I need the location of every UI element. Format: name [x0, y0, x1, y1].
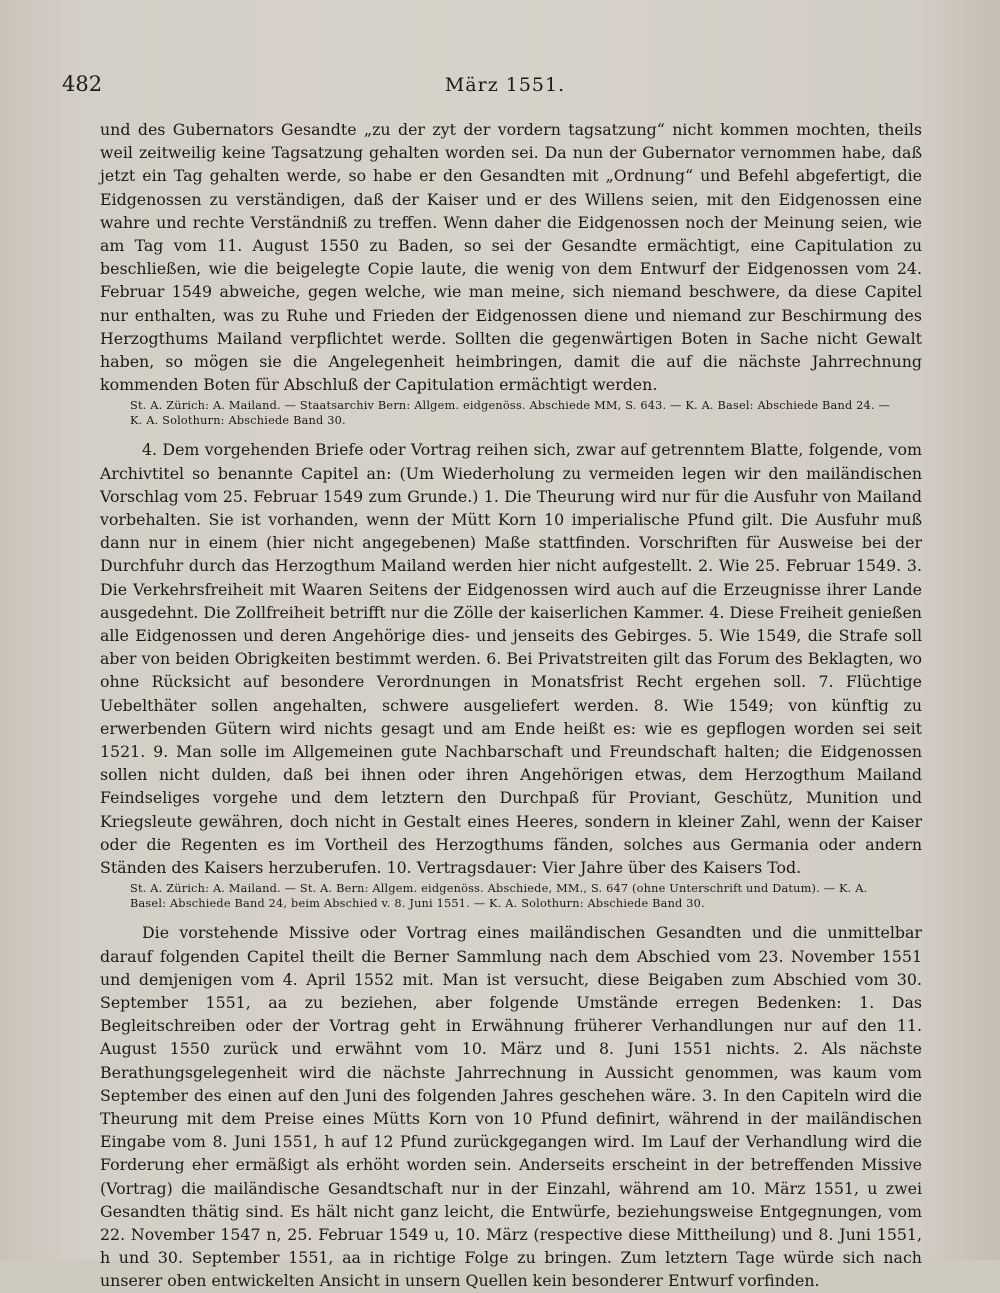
- paragraph-1: und des Gubernators Gesandte „zu der zyt der vordern tagsatzung“ nicht kommen mochten, theils weil zeitweilig keine Tagsatzung gehalten worden sei. Da nun der Gubernator vernommen habe, daß jetzt ein Tag gehalten werde, so habe er den Gesandten mit „Ordnung“ und Befehl abgefertigt, die Eidgenossen zu verständigen, daß der Kaiser und er des Willens seien, mit den Eidgenossen eine wahre und rechte Verständniß zu treffen. Wenn daher die Eidgenossen noch der Meinung seien, wie am Tag vom 11. August 1550 zu Baden, so sei der Gesandte ermächtigt, eine Capitulation zu beschließen, wie die beigelegte Copie laute, die wenig von dem Entwurf der Eidgenossen vom 24. Februar 1549 abweiche, gegen welche, wie man meine, sich niemand beschwere, da diese Capitel nur enthalten, was zu Ruhe und Frieden der Eidgenossen diene und niemand zur Beschirmung des Herzogthums Mailand verpflichtet werde. Sollten die gegenwärtigen Boten in Sache nicht Gewalt haben, so mögen sie die Angelegenheit heimbringen, damit die auf die nächste Jahrrechnung kommenden Boten für Abschluß der Capitulation ermächtigt werden.: [100, 120, 922, 395]
- source-note-line: Basel: Abschiede Band 24, beim Abschied v. 8. Juni 1551. — K. A. Solothurn: Abschiede Band 30.: [130, 896, 705, 910]
- source-note-1: [100, 399, 922, 428]
- running-head: März 1551.: [444, 74, 566, 96]
- source-note-line: St. A. Zürich: A. Mailand. — Staatsarchiv Bern: Allgem. eidgenöss. Abschiede MM, S. 643. — K. A. Basel: Abschiede Band 24. —: [130, 399, 891, 413]
- source-note-line: St. A. Zürich: A. Mailand. — St. A. Bern: Allgem. eidgenöss. Abschiede, MM., S. 647 (ohne Unterschrift und Datum). — K. A.: [130, 882, 868, 896]
- page-number: 482: [62, 72, 103, 96]
- page-body: [100, 118, 922, 1293]
- paragraph-3: Die vorstehende Missive oder Vortrag eines mailändischen Gesandten und die unmittelbar darauf folgenden Capitel theilt die Berner Sammlung nach dem Abschied vom 23. November 1551 und demjenigen vom 4. April 1552 mit. Man ist versucht, diese Beigaben zum Abschied vom 30. September 1551, aa zu beziehen, aber folgende Umstände erregen Bedenken: 1. Das Begleitschreiben oder der Vortrag geht in Erwähnung früherer Verhandlungen nur auf den 11. August 1550 zurück und erwähnt vom 10. März und 8. Juni 1551 nichts. 2. Als nächste Berathungsgelegenheit wird die nächste Jahrrechnung in Aussicht genommen, was kaum vom September des einen auf den Juni des folgenden Jahres geschehen wäre. 3. In den Capiteln wird die Theurung mit dem Preise eines Mütts Korn von 10 Pfund definirt, während in der mailändischen Eingabe vom 8. Juni 1551, h auf 12 Pfund zurückgegangen wird. Im Lauf der Verhandlung wird die Forderung eher ermäßigt als erhöht worden sein. Anderseits erscheint in der betreffenden Missive (Vortrag) die mailändische Gesandtschaft nur in der Einzahl, während am 10. März 1551, u zwei Gesandten thätig sind. Es hält nicht ganz leicht, die Entwürfe, beziehungsweise Entgegnungen, vom 22. November 1547 n, 25. Februar 1549 u, 10. März (respective diese Mittheilung) und 8. Juni 1551, h und 30. September 1551, aa in richtige Folge zu bringen. Zum letztern Tage würde sich nach unserer oben entwickelten Ansicht in unsern Quellen kein besonderer Entwurf vorfinden.: [100, 923, 922, 1291]
- paragraph-2: 4. Dem vorgehenden Briefe oder Vortrag reihen sich, zwar auf getrenntem Blatte, folgende, vom Archivtitel so benannte Capitel an: (Um Wiederholung zu vermeiden legen wir den mailändischen Vorschlag vom 25. Februar 1549 zum Grunde.) 1. Die Theurung wird nur für die Ausfuhr von Mailand vorbehalten. Sie ist vorhanden, wenn der Mütt Korn 10 imperialische Pfund gilt. Die Ausfuhr muß dann nur in einem (hier nicht angegebenen) Maße stattfinden. Vorschriften für Ausweise bei der Durchfuhr durch das Herzogthum Mailand werden hier nicht aufgestellt. 2. Wie 25. Februar 1549. 3. Die Verkehrsfreiheit mit Waaren Seitens der Eidgenossen wird auch auf die Erzeugnisse ihrer Lande ausgedehnt. Die Zollfreiheit betrifft nur die Zölle der kaiserlichen Kammer. 4. Diese Freiheit genießen alle Eidgenossen und deren Angehörige dies- und jenseits des Gebirges. 5. Wie 1549, die Strafe soll aber von beiden Obrigkeiten bestimmt werden. 6. Bei Privatstreiten gilt das Forum des Beklagten, wo ohne Rücksicht auf besondere Verordnungen in Monatsfrist Recht ergehen soll. 7. Flüchtige Uebelthäter sollen angehalten, schwere ausgeliefert werden. 8. Wie 1549; von künftig zu erwerbenden Gütern wird nichts gesagt und am Ende heißt es: wie es gepflogen worden sei seit 1521. 9. Man solle im Allgemeinen gute Nachbarschaft und Freundschaft halten; die Eidgenossen sollen nicht dulden, daß bei ihnen oder ihren Angehörigen etwas, dem Herzogthum Mailand Feindseliges vorgehe und dem letztern den Durchpaß für Proviant, Geschütz, Munition und Kriegsleute gewähren, doch nicht in Gestalt eines Heeres, sondern in kleiner Zahl, wenn der Kaiser oder die Regenten es im Vortheil des Herzogthums fänden, solches aus Germania oder andern Ständen des Kaisers herzuberufen. 10. Vertragsdauer: Vier Jahre über des Kaisers Tod.: [100, 440, 922, 878]
- source-note-line: K. A. Solothurn: Abschiede Band 30.: [130, 413, 346, 427]
- source-note-2: [100, 882, 922, 911]
